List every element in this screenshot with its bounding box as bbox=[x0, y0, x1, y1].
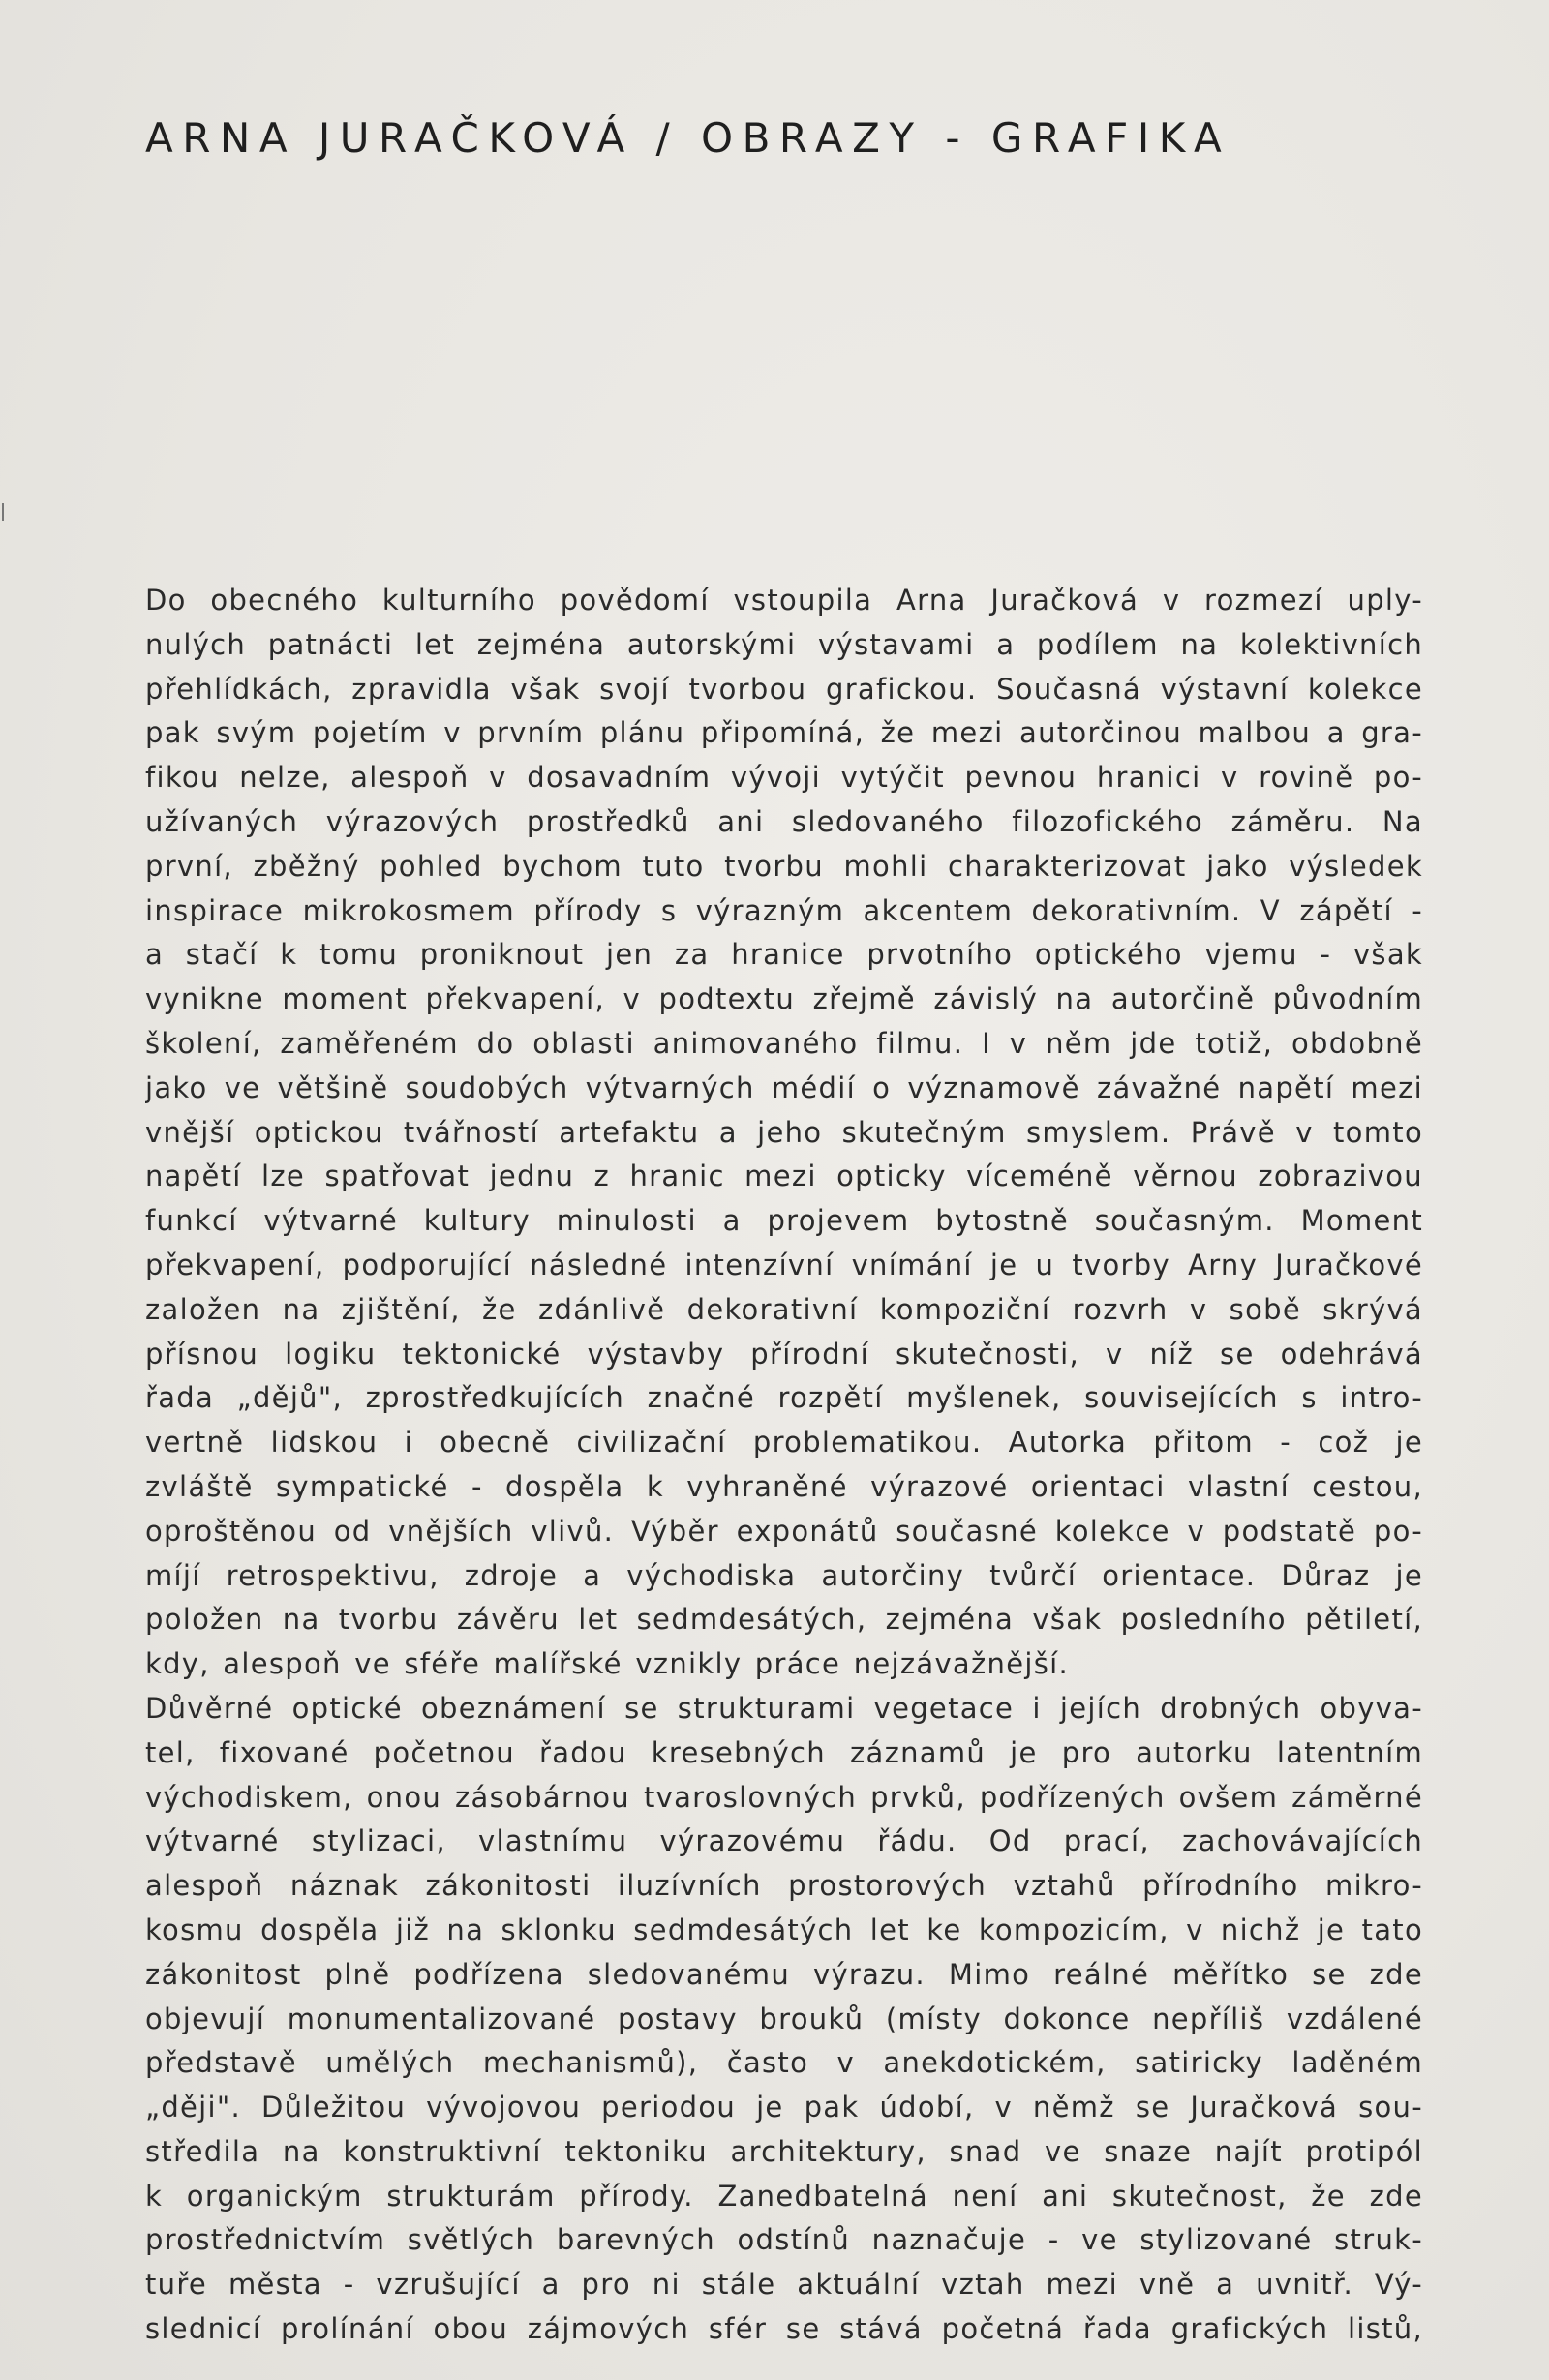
text-line: k organickým strukturám přírody. Zanedbatelná není ani skutečnost, že zde bbox=[145, 2179, 1423, 2213]
text-line: přísnou logiku tektonické výstavby přírodní skutečnosti, v níž se odehrává bbox=[145, 1337, 1423, 1371]
text-line: objevují monumentalizované postavy brouků (místy dokonce nepříliš vzdálené bbox=[145, 2002, 1423, 2035]
text-line-paragraph-end: kdy, alespoň ve sféře malířské vznikly práce nejzávažnější. bbox=[145, 1647, 1069, 1681]
text-line: funkcí výtvarné kultury minulosti a projevem bytostně současným. Moment bbox=[145, 1204, 1423, 1238]
text-line: vertně lidskou i obecně civilizační problematikou. Autorka přitom - což je bbox=[145, 1426, 1423, 1460]
text-line: výtvarné stylizaci, vlastnímu výrazovému řádu. Od prací, zachovávajících bbox=[145, 1824, 1423, 1858]
text-line: pak svým pojetím v prvním plánu připomíná, že mezi autorčinou malbou a gra- bbox=[145, 716, 1423, 750]
text-line: vynikne moment překvapení, v podtextu zřejmě závislý na autorčině původním bbox=[145, 982, 1423, 1016]
text-line: tel, fixované početnou řadou kresebných záznamů je pro autorku latentním bbox=[145, 1735, 1423, 1769]
text-line: Důvěrné optické obeznámení se strukturami vegetace i jejích drobných obyva- bbox=[145, 1691, 1423, 1725]
body-text bbox=[145, 579, 1423, 2352]
text-line: slednicí prolínání obou zájmových sfér se stává početná řada grafických listů, bbox=[145, 2312, 1423, 2346]
text-line: míjí retrospektivu, zdroje a východiska autorčiny tvůrčí orientace. Důraz je bbox=[145, 1558, 1423, 1592]
text-line: zvláště sympatické - dospěla k vyhraněné výrazové orientaci vlastní cestou, bbox=[145, 1469, 1423, 1503]
text-line: a stačí k tomu proniknout jen za hranice prvotního optického vjemu - však bbox=[145, 938, 1423, 972]
text-line: přehlídkách, zpravidla však svojí tvorbou grafickou. Současná výstavní kolekce bbox=[145, 672, 1423, 706]
text-line: školení, zaměřeném do oblasti animovaného filmu. I v něm jde totiž, obdobně bbox=[145, 1026, 1423, 1060]
text-line: oproštěnou od vnějších vlivů. Výběr exponátů současné kolekce v podstatě po- bbox=[145, 1514, 1423, 1548]
scan-edge-mark bbox=[2, 503, 4, 521]
text-line: užívaných výrazových prostředků ani sledovaného filozofického záměru. Na bbox=[145, 804, 1423, 838]
text-line: založen na zjištění, že zdánlivě dekorativní kompoziční rozvrh v sobě skrývá bbox=[145, 1292, 1423, 1326]
text-line: středila na konstruktivní tektoniku architektury, snad ve snaze najít protipól bbox=[145, 2134, 1423, 2168]
text-line: fikou nelze, alespoň v dosavadním vývoji vytýčit pevnou hranici v rovině po- bbox=[145, 761, 1423, 795]
text-line: jako ve většině soudobých výtvarných médií o významově závažné napětí mezi bbox=[145, 1070, 1423, 1104]
text-line: položen na tvorbu závěru let sedmdesátých, zejména však posledního pětiletí, bbox=[145, 1603, 1423, 1637]
text-line: první, zběžný pohled bychom tuto tvorbu mohli charakterizovat jako výsledek bbox=[145, 849, 1423, 883]
text-line: Do obecného kulturního povědomí vstoupila Arna Juračková v rozmezí uply- bbox=[145, 584, 1423, 617]
text-line: nulých patnácti let zejména autorskými výstavami a podílem na kolektivních bbox=[145, 627, 1423, 661]
text-line: napětí lze spatřovat jednu z hranic mezi opticky víceméně věrnou zobrazivou bbox=[145, 1160, 1423, 1193]
text-line: zákonitost plně podřízena sledovanému výrazu. Mimo reálné měřítko se zde bbox=[145, 1957, 1423, 1991]
text-line: prostřednictvím světlých barevných odstínů naznačuje - ve stylizované struk- bbox=[145, 2223, 1423, 2257]
text-line: řada „dějů", zprostředkujících značné rozpětí myšlenek, souvisejících s intro- bbox=[145, 1381, 1423, 1415]
text-line: „ději". Důležitou vývojovou periodou je pak údobí, v němž se Juračková sou- bbox=[145, 2091, 1423, 2124]
text-line: vnější optickou tvářností artefaktu a jeho skutečným smyslem. Právě v tomto bbox=[145, 1115, 1423, 1149]
text-line: východiskem, onou zásobárnou tvaroslovných prvků, podřízených ovšem záměrné bbox=[145, 1780, 1423, 1814]
text-line: inspirace mikrokosmem přírody s výrazným akcentem dekorativním. V zápětí - bbox=[145, 893, 1423, 927]
text-line: tuře města - vzrušující a pro ni stále aktuální vztah mezi vně a uvnitř. Vý- bbox=[145, 2268, 1423, 2302]
text-line: představě umělých mechanismů), často v anekdotickém, satiricky laděném bbox=[145, 2046, 1423, 2080]
text-line: překvapení, podporující následné intenzívní vnímání je u tvorby Arny Juračkové bbox=[145, 1248, 1423, 1281]
document-title: ARNA JURAČKOVÁ / OBRAZY - GRAFIKA bbox=[145, 114, 1231, 162]
text-line: alespoň náznak zákonitosti iluzívních prostorových vztahů přírodního mikro- bbox=[145, 1869, 1423, 1903]
text-line: kosmu dospěla již na sklonku sedmdesátých let ke kompozicím, v nichž je tato bbox=[145, 1913, 1423, 1946]
